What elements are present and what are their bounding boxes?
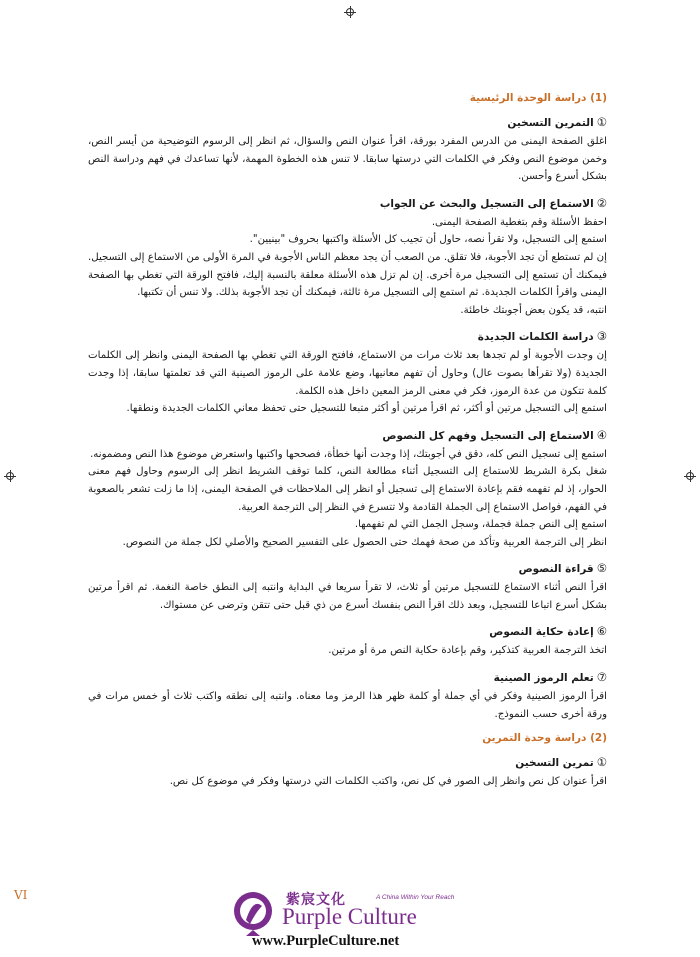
section-title: دراسة الكلمات الجديدة (477, 331, 594, 344)
page-number: VI (14, 888, 28, 902)
section-paragraph: اغلق الصفحة اليمنى من الدرس المفرد بورقة، اقرأ عنوان النص والسؤال، ثم انظر إلى الرسوم التوضيحية من أيسر النص، وخمن موضوع النص وفكر في الكلمات التي درستها سابقا. لا تنس هذه الخطوة المهمة، لأنها تساعدك في فهم ودراسة النص بشكل أسرع وأحسن. (88, 136, 607, 183)
section-paragraph: انتبه، قد يكون بعض أجوبتك خاطئة. (460, 304, 607, 316)
section-paragraph: إن لم تستطع أن تجد الأجوبة، فلا تقلق. من الصعب أن يجد معظم الناس الأجوبة في المرة الأولى من الاستماع إلى التسجيل. فيمكنك أن تستمع إلى التسجيل مرة أخرى. إن لم تزل هذه الأسئلة معلقة بالنسبة إليك، فافتح الورقة التي تغطي بها الصفحة اليمنى واقرأ الكلمات الجديدة. ثم استمع إلى التسجيل مرة ثالثة، فيمكنك أن تجد الأجوبة بذلك. ولا تنس أن تكتبها. (88, 251, 607, 299)
section-paragraph: استمع إلى التسجيل، ولا تقرأ نصه، حاول أن تجيب كل الأسئلة واكتبها بحروف "بينيين". (249, 234, 607, 246)
section-paragraph: اقرأ عنوان كل نص وانظر إلى الصور في كل نص، واكتب الكلمات التي درستها وفكر في موضوع كل نص. (169, 776, 607, 788)
section-number: ⑥ (596, 624, 607, 639)
registration-mark-icon (684, 470, 696, 482)
section-number: ① (596, 115, 607, 129)
registration-mark-icon (344, 6, 356, 18)
section-heading (88, 623, 607, 640)
section-paragraph: احفظ الأسئلة وقم بتغطية الصفحة اليمنى. (431, 216, 607, 228)
section-paragraph: اتخذ الترجمة العربية كتذكير، وقم بإعادة حكاية النص مرة أو مرتين. (328, 645, 607, 657)
section-paragraph: إن وجدت الأجوبة أو لم تجدها بعد ثلاث مرات من الاستماع، فافتح الورقة التي تغطي بها الصفحة اليمنى وانظر إلى الكلمات الجديدة (ولا تقرأها بصوت عال) وحاول أن تفهم معانيها، وضع علامة على الرموز الصينية التي قد تعلمتها سابقا، إذا وجدت كلمة تتكون من عدة الرموز، فكر في معنى الرمز المعين داخل هذه الكلمة. (88, 350, 607, 397)
section-heading (88, 754, 607, 771)
section-heading (88, 427, 607, 444)
unit-heading: (1) دراسة الوحدة الرئيسية (469, 92, 607, 104)
section-heading (88, 328, 607, 345)
unit-heading: (2) دراسة وحدة التمرين (482, 732, 607, 745)
logo-chinese-text: 紫宸文化 (286, 892, 346, 908)
section-paragraph: انظر إلى الترجمة العربية وتأكد من صحة فهمك حتى الحصول على التفسير الصحيح والأصلي لكل جملة من النصوص. (122, 536, 607, 548)
logo-english-text: Purple Culture (282, 904, 417, 929)
instruction-section (88, 114, 607, 186)
section-number: ⑦ (596, 670, 607, 685)
unit-2-sections (88, 754, 607, 791)
instruction-section (88, 754, 607, 791)
logo-tagline: A China Within Your Reach (376, 894, 455, 901)
instruction-section (88, 328, 607, 417)
section-paragraph: شغل بكرة الشريط للاستماع إلى التسجيل أثناء مطالعة النص، كلما توقف الشريط انظر إلى الرسوم وحاول فهم معنى الحوار، إذ لم تفهمه فقم بإعادة الاستماع إلى تسجيل أو انظر إلى الملاحظات في الصفحة اليمنى، إذا ما زلت تشعر بالصعوبة في الفهم، فواصل الاستماع إلى الجملة القادمة ولا تتسرع في النظر إلى الترجمة العربية. (88, 466, 607, 513)
section-title: الاستماع إلى التسجيل والبحث عن الجواب (379, 197, 594, 210)
section-number: ① (596, 755, 607, 770)
section-heading (88, 560, 607, 577)
section-title: إعادة حكاية النصوص (489, 626, 594, 639)
section-number: ⑤ (596, 561, 607, 576)
instruction-section (88, 623, 607, 660)
section-title: قراءة النصوص (518, 563, 594, 576)
section-number: ② (596, 195, 607, 210)
page-content (88, 92, 607, 800)
instruction-section (88, 669, 607, 723)
unit-1-sections (88, 114, 607, 723)
section-paragraph: استمع إلى التسجيل مرتين أو أكثر، ثم اقرأ مرتين أو أكثر متبعا للتسجيل حتى تحفظ معاني الكلمات الجديدة ونطقها. (126, 403, 607, 415)
logo-emblem-icon (232, 890, 274, 936)
purple-culture-logo (232, 888, 476, 952)
section-title: تعلم الرموز الصينية (493, 672, 594, 685)
instruction-section (88, 560, 607, 614)
logo-url: www.PurpleCulture.net (252, 933, 400, 949)
section-number: ④ (596, 427, 607, 442)
instruction-section (88, 427, 607, 552)
section-heading (88, 114, 607, 131)
section-title: التمرين التسخين (507, 117, 594, 129)
section-paragraph: اقرأ النص أثناء الاستماع للتسجيل مرتين أو ثلاث، لا تقرأ سريعا في البداية وانتبه إلى النطق خاصة النغمة. ثم اقرأ مرتين بشكل أسرع اتباعا للتسجيل، وبعد ذلك اقرأ النص بنفسك أسرع من ذي قبل حتى تتقن وترضى عن مستواك. (88, 582, 607, 611)
section-paragraph: اقرأ الرموز الصينية وفكر في أي جملة أو كلمة ظهر هذا الرمز وما معناه. وانتبه إلى نطقه واكتب ثلاث أو خمس مرات في ورقة أخرى حسب النموذج. (88, 691, 607, 720)
section-heading (88, 669, 607, 686)
registration-mark-icon (4, 470, 16, 482)
section-number: ③ (596, 329, 607, 344)
section-paragraph: استمع إلى تسجيل النص كله، دقق في أجوبتك، إذا وجدت أنها خطأة، فصححها واكتبها واستعرض موضوع هذا النص ومضمونه. (90, 448, 607, 460)
section-paragraph: استمع إلى النص جملة فجملة، وسجل الجمل التي لم تفهمها. (354, 519, 607, 531)
section-heading (88, 195, 607, 212)
instruction-section (88, 195, 607, 320)
section-title: الاستماع إلى التسجيل وفهم كل النصوص (382, 429, 594, 442)
section-title: تمرين التسخين (515, 757, 594, 770)
